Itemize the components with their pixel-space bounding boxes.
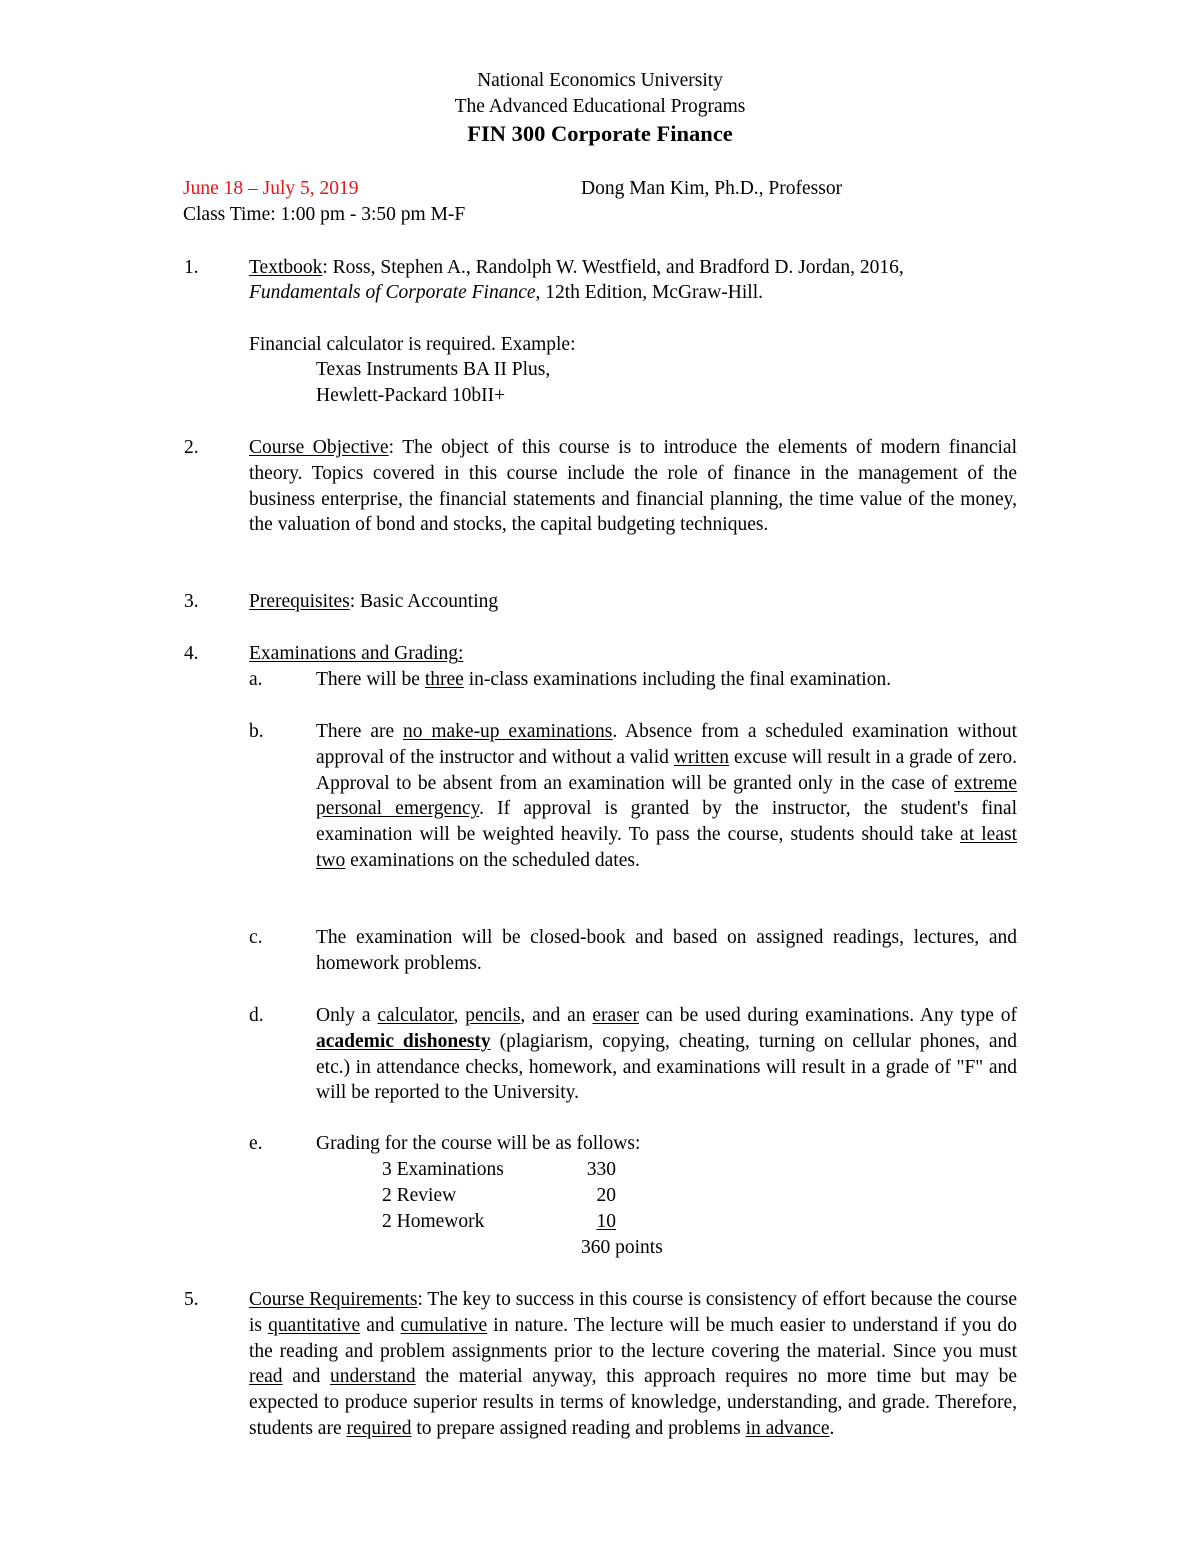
item-d-text: Only a calculator, pencils, and an eraser can be used during examinations. Any type of academic dishonesty (plagiarism, copying, cheating, turning on cellular phones, and etc.) in attendance checks, homework, and examinations will result in a grade of "F" and will be reported to the University.: [316, 1005, 1018, 1104]
grading-row-value: 330: [586, 1159, 616, 1180]
grading-row-label: 2 Homework: [382, 1211, 485, 1232]
professor-name: Dong Man Kim, Ph.D., Professor: [581, 178, 843, 199]
course-title: FIN 300 Corporate Finance: [467, 121, 733, 146]
section-1-line1: Textbook: Ross, Stephen A., Randolph W. Westfield, and Bradford D. Jordan, 2016,: [249, 257, 904, 278]
calculator-intro: Financial calculator is required. Example:: [249, 334, 576, 355]
textbook-title: Fundamentals of Corporate Finance: [249, 282, 536, 303]
section-4-heading: [249, 641, 463, 667]
item-c-text: The examination will be closed-book and based on assigned readings, lectures, and homework problems.: [316, 927, 1017, 974]
grading-total: 360 points: [581, 1237, 663, 1258]
university-name: National Economics University: [477, 70, 723, 91]
calculator-example-1: Texas Instruments BA II Plus,: [316, 359, 551, 380]
section-1-line2: Fundamentals of Corporate Finance, 12th Edition, McGraw-Hill.: [249, 282, 763, 303]
section-5-paragraph: Course Requirements: The key to success in this course is consistency of effort because the course is quantitative and cumulative in nature. The lecture will be much easier to understand if you do the reading and problem assignments prior to the lecture covering the material. Since you must read and understand the material anyway, this approach requires no more time but may be expected to produce superior results in terms of knowledge, understanding, and grade. Therefore, students are required to prepare assigned reading and problems in advance.: [249, 1289, 1018, 1439]
grading-row-value: 10: [596, 1211, 616, 1232]
section-5-number: 5.: [184, 1289, 199, 1310]
section-3-number: 3.: [184, 591, 199, 612]
section-1-number: 1.: [184, 257, 199, 278]
section-3-line: Prerequisites: Basic Accounting: [249, 591, 499, 612]
item-c-letter: c.: [249, 927, 263, 948]
item-a-text: There will be three in-class examinations including the final examination.: [316, 669, 892, 690]
class-time: Class Time: 1:00 pm - 3:50 pm M-F: [183, 204, 466, 225]
item-d-letter: d.: [249, 1005, 264, 1026]
grading-row-label: 2 Review: [382, 1185, 457, 1206]
section-4-label: Examinations and Grading:: [249, 643, 464, 664]
section-2-paragraph: Course Objective: The object of this course is to introduce the elements of modern financial theory. Topics covered in this course include the role of finance in the management of the business enterprise, the financial statements and financial planning, the time value of the money, the valuation of bond and stocks, the capital budgeting techniques.: [249, 437, 1017, 536]
item-b-text: There are no make-up examinations. Absence from a scheduled examination without approval of the instructor and without a valid written excuse will result in a grade of zero. Approval to be absent from an examination will be granted only in the case of extreme personal emergency. If approval is granted by the instructor, the student's final examination will be weighted heavily. To pass the course, students should take at least two examinations on the scheduled dates.: [316, 721, 1017, 871]
section-3-label: Prerequisites: [249, 591, 350, 612]
grading-row-label: 3 Examinations: [382, 1159, 504, 1180]
section-1-label: Textbook: [249, 257, 323, 278]
item-b-letter: b.: [249, 721, 264, 742]
calculator-example-2: Hewlett-Packard 10bII+: [316, 385, 506, 406]
program-name: The Advanced Educational Programs: [454, 96, 746, 117]
section-5-label: Course Requirements: [249, 1289, 418, 1310]
section-2-number: 2.: [184, 437, 199, 458]
course-dates: June 18 – July 5, 2019: [183, 178, 359, 199]
item-a-letter: a.: [249, 669, 263, 690]
section-2-label: Course Objective: [249, 437, 389, 458]
grading-intro: Grading for the course will be as follows:: [316, 1133, 641, 1154]
section-4-number: 4.: [184, 643, 199, 664]
grading-row-value: 20: [596, 1185, 616, 1206]
item-e-letter: e.: [249, 1133, 263, 1154]
